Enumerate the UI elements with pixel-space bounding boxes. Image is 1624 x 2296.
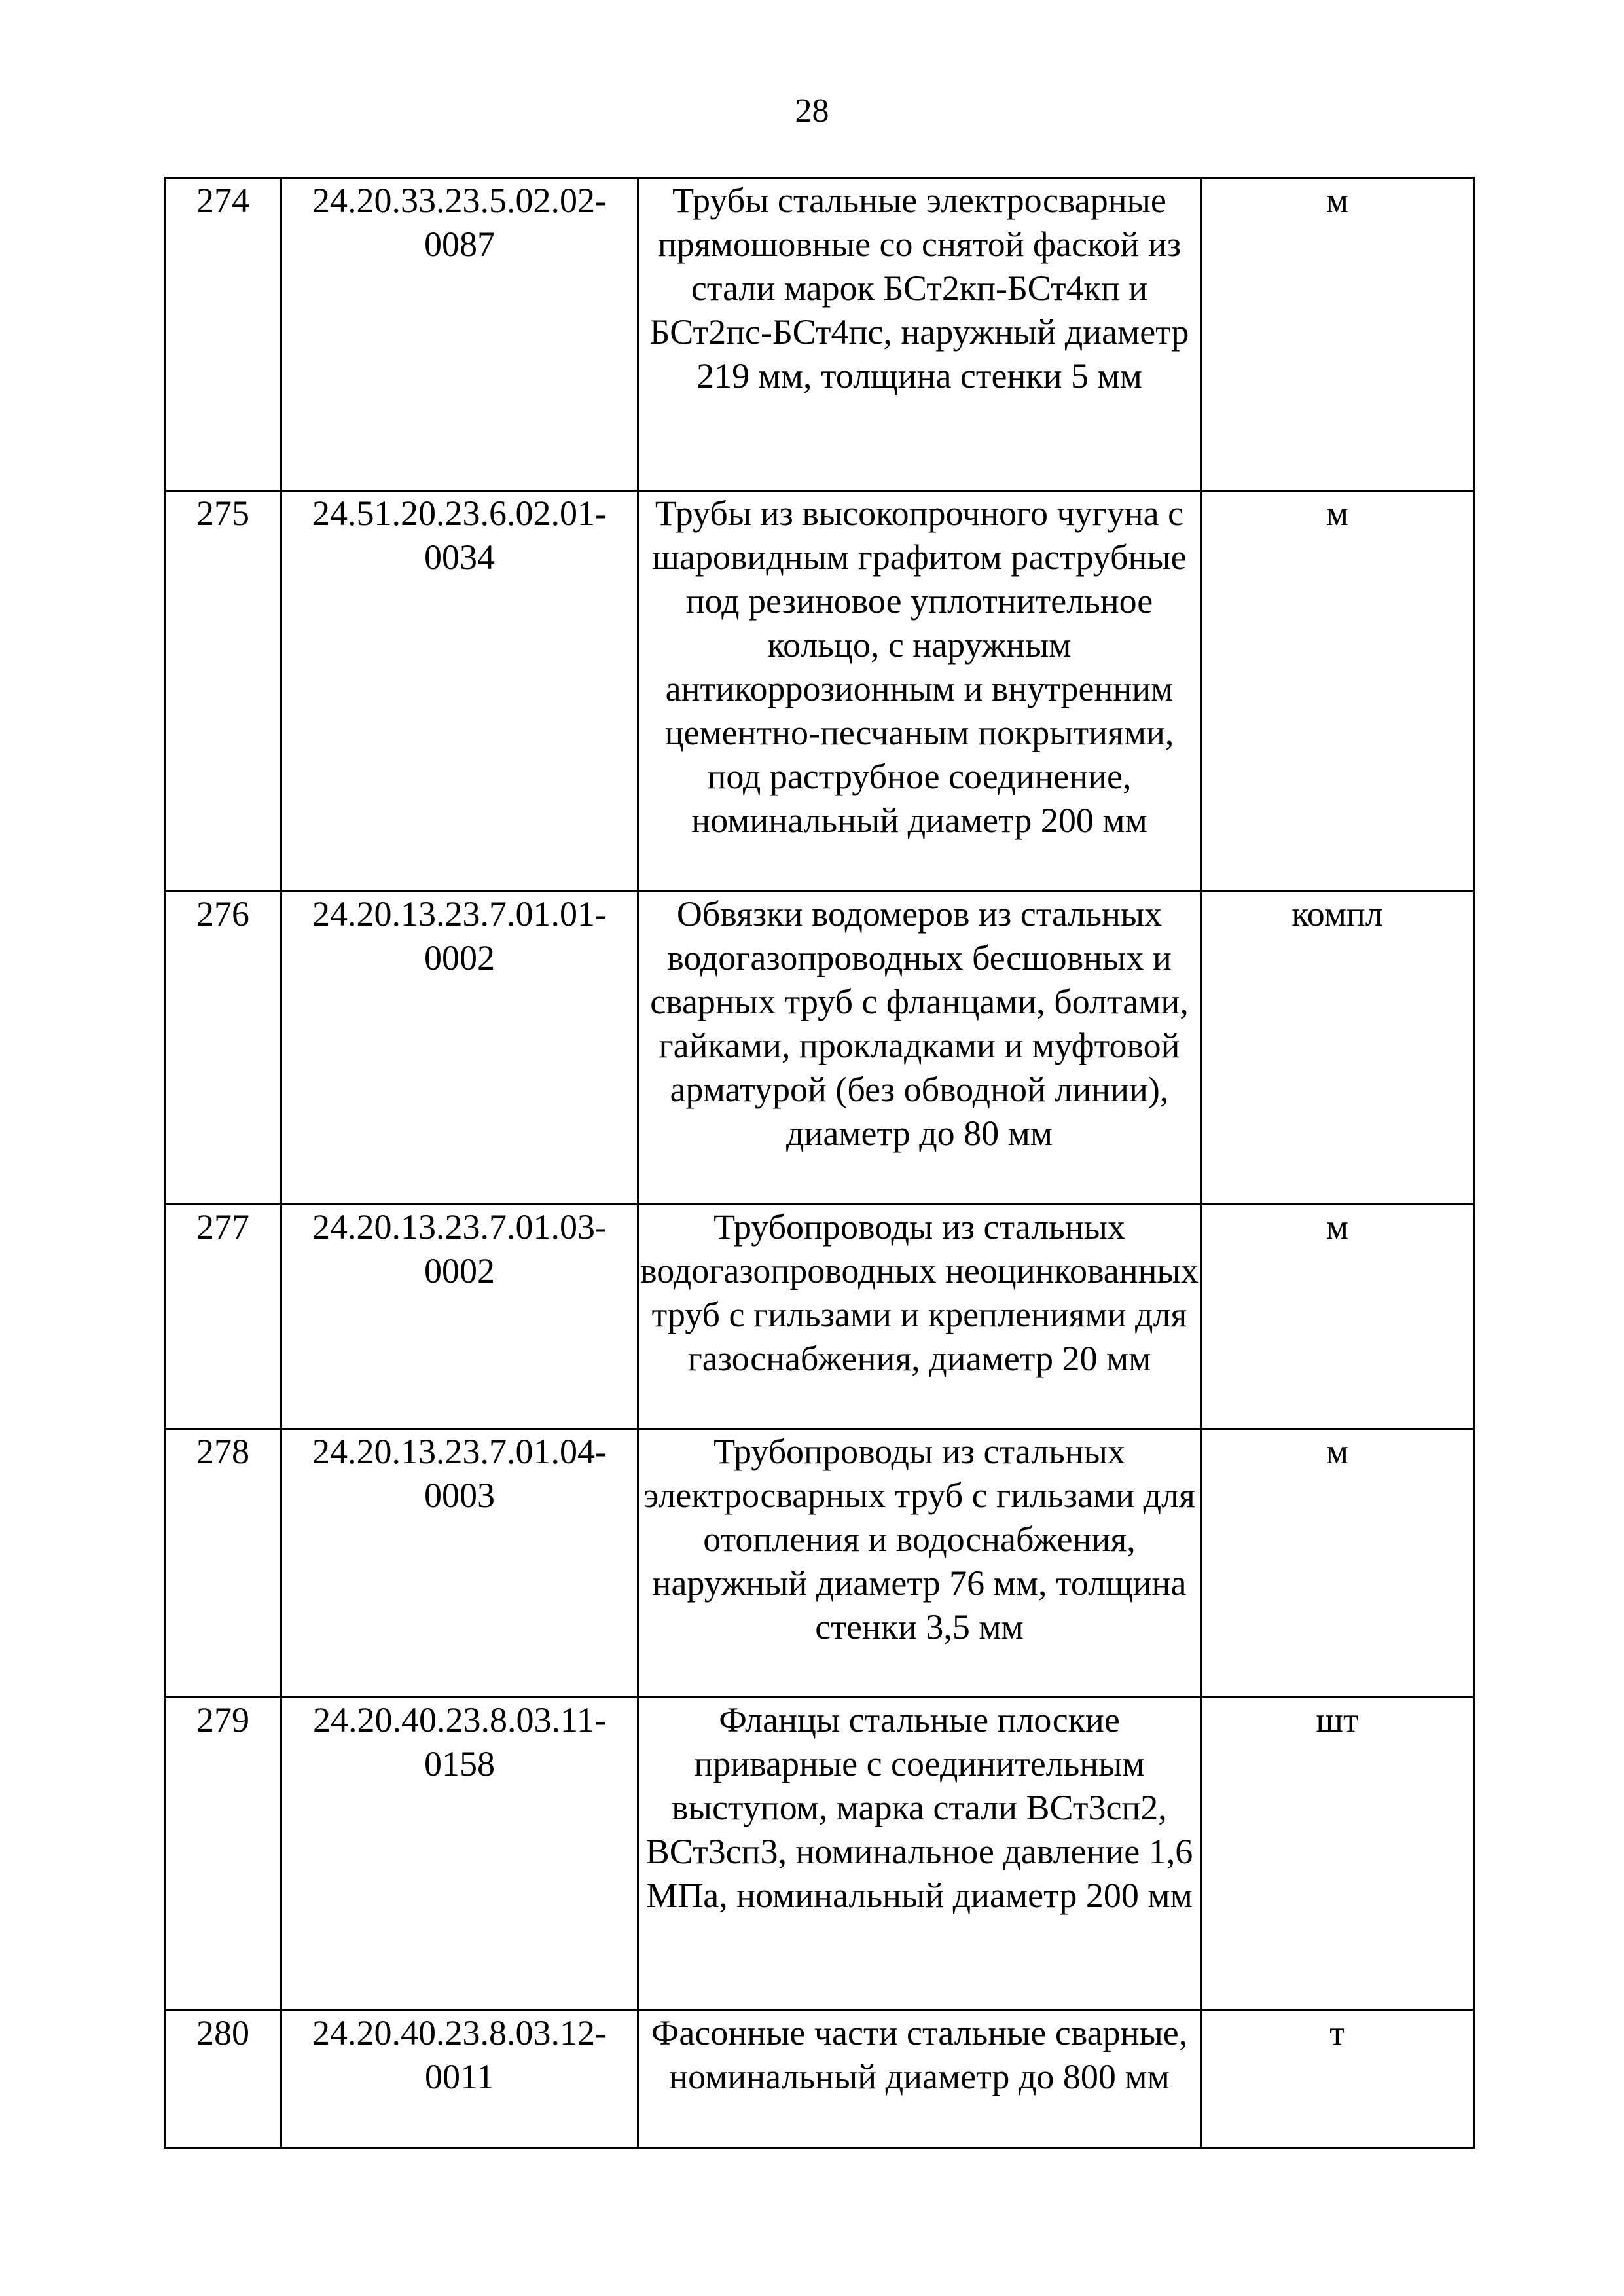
- resource-code: 24.20.13.23.7.01.04-0003: [281, 1429, 638, 1698]
- resource-name: Обвязки водомеров из стальных водогазопроводных бесшовных и сварных труб с фланцами, болтами, гайками, прокладками и муфтовой арматурой (без обводной линии), диаметр до 80 мм: [638, 892, 1201, 1205]
- row-number: 274: [165, 178, 281, 491]
- resource-code: 24.20.13.23.7.01.03-0002: [281, 1205, 638, 1429]
- row-number: 277: [165, 1205, 281, 1429]
- materials-table: [164, 177, 1475, 2149]
- table-row: [165, 178, 1474, 491]
- resource-name: Фасонные части стальные сварные, номинальный диаметр до 800 мм: [638, 2011, 1201, 2148]
- unit-of-measure: м: [1201, 1205, 1474, 1429]
- table-row: [165, 1698, 1474, 2011]
- resource-code: 24.20.40.23.8.03.11-0158: [281, 1698, 638, 2011]
- resource-code: 24.20.13.23.7.01.01-0002: [281, 892, 638, 1205]
- unit-of-measure: т: [1201, 2011, 1474, 2148]
- resource-name: Трубы стальные электросварные прямошовные со снятой фаской из стали марок БСт2кп-БСт4кп и БСт2пс-БСт4пс, наружный диаметр 219 мм, толщина стенки 5 мм: [638, 178, 1201, 491]
- page-number: 28: [795, 92, 829, 130]
- resource-name: Трубопроводы из стальных водогазопроводных неоцинкованных труб с гильзами и креплениями для газоснабжения, диаметр 20 мм: [638, 1205, 1201, 1429]
- resource-code: 24.20.40.23.8.03.12-0011: [281, 2011, 638, 2148]
- unit-of-measure: м: [1201, 1429, 1474, 1698]
- row-number: 280: [165, 2011, 281, 2148]
- table-row: [165, 1205, 1474, 1429]
- resource-code: 24.20.33.23.5.02.02-0087: [281, 178, 638, 491]
- row-number: 278: [165, 1429, 281, 1698]
- unit-of-measure: шт: [1201, 1698, 1474, 2011]
- unit-of-measure: компл: [1201, 892, 1474, 1205]
- table-row: [165, 2011, 1474, 2148]
- resource-name: Трубы из высокопрочного чугуна с шаровидным графитом раструбные под резиновое уплотнительное кольцо, с наружным антикоррозионным и внутренним цементно-песчаным покрытиями, под раструбное соединение, номинальный диаметр 200 мм: [638, 491, 1201, 892]
- row-number: 279: [165, 1698, 281, 2011]
- table-row: [165, 1429, 1474, 1698]
- unit-of-measure: м: [1201, 178, 1474, 491]
- unit-of-measure: м: [1201, 491, 1474, 892]
- table-row: [165, 892, 1474, 1205]
- resource-code: 24.51.20.23.6.02.01-0034: [281, 491, 638, 892]
- row-number: 276: [165, 892, 281, 1205]
- table-row: [165, 491, 1474, 892]
- resource-name: Трубопроводы из стальных электросварных труб с гильзами для отопления и водоснабжения, наружный диаметр 76 мм, толщина стенки 3,5 мм: [638, 1429, 1201, 1698]
- resource-name: Фланцы стальные плоские приварные с соединительным выступом, марка стали ВСт3сп2, ВСт3сп3, номинальное давление 1,6 МПа, номинальный диаметр 200 мм: [638, 1698, 1201, 2011]
- row-number: 275: [165, 491, 281, 892]
